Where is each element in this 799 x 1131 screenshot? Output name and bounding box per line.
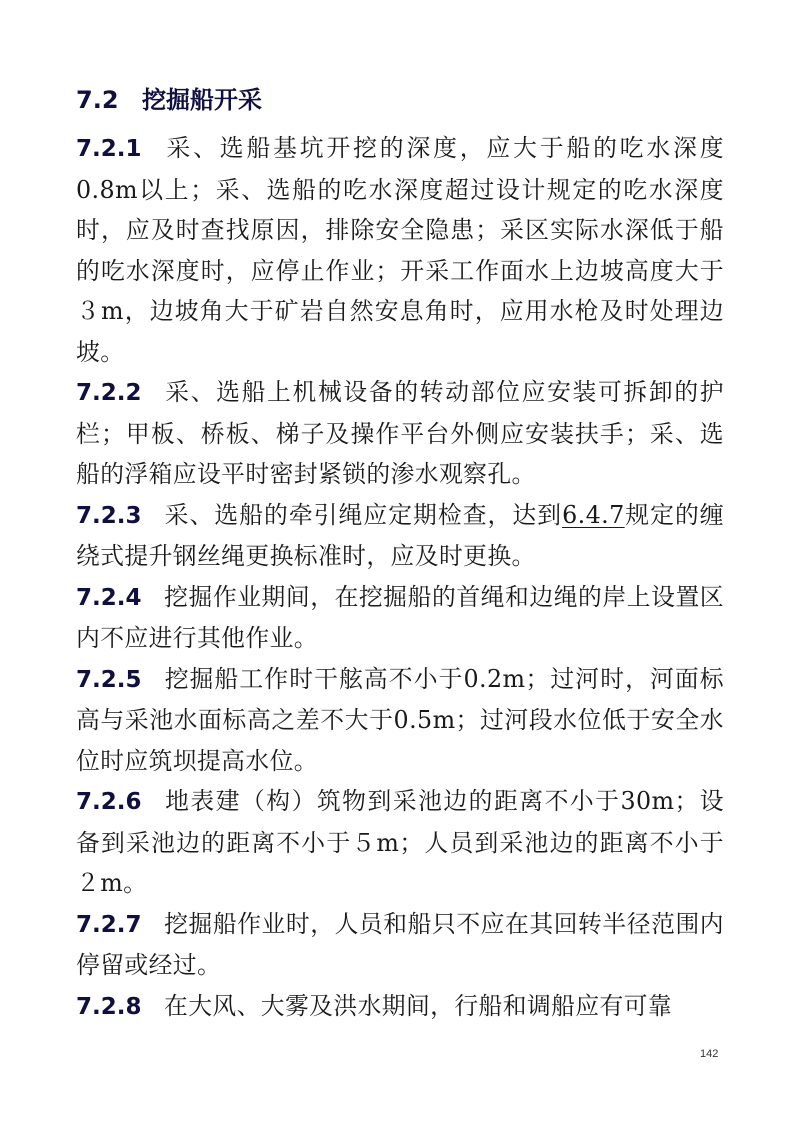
- clause-7-2-2: [76, 372, 724, 495]
- clause-text: 采、选船上机械设备的转动部位应安装可拆卸的护栏；甲板、桥板、梯子及操作平台外侧应安装扶手；采、选船的浮箱应设平时密封紧锁的渗水观察孔。: [76, 378, 724, 488]
- section-title: 挖掘船开采: [142, 86, 262, 114]
- clause-text: 挖掘作业期间，在挖掘船的首绳和边绳的岸上设置区内不应进行其他作业。: [76, 582, 724, 652]
- clause-text-after: 规定的缠绕式提升钢丝绳更换标准时，应及时更换。: [76, 500, 724, 570]
- clause-number: 7.2.2: [76, 380, 142, 406]
- clause-7-2-3: [76, 495, 724, 577]
- clause-number: 7.2.5: [76, 666, 142, 693]
- clause-7-2-6: [76, 781, 724, 904]
- clause-reference-link[interactable]: 6.4.7: [562, 500, 625, 529]
- clause-text: 地表建（构）筑物到采池边的距离不小于30m；设备到采池边的距离不小于５m；人员到采池边的距离不小于２m。: [76, 787, 724, 897]
- clause-text: 挖掘船作业时，人员和船只不应在其回转半径范围内停留或经过。: [76, 909, 724, 979]
- clause-number: 7.2.7: [76, 911, 142, 938]
- clause-text: 采、选船基坑开挖的深度，应大于船的吃水深度0.8m以上；采、选船的吃水深度超过设计规定的吃水深度时，应及时查找原因，排除安全隐患；采区实际水深低于船的吃水深度时，应停止作业；开采工作面水上边坡高度大于３m，边坡角大于矿岩自然安息角时，应用水枪及时处理边坡。: [76, 134, 724, 366]
- page-number: 142: [700, 1048, 719, 1060]
- clause-7-2-5: [76, 659, 724, 782]
- clause-text: 挖掘船工作时干舷高不小于0.2m；过河时，河面标高与采池水面标高之差不大于0.5m；过河段水位低于安全水位时应筑坝提高水位。: [76, 664, 724, 775]
- clause-7-2-7: [76, 904, 724, 986]
- clause-7-2-4: [76, 577, 724, 659]
- clause-number: 7.2.4: [76, 584, 142, 611]
- clause-number: 7.2.3: [76, 502, 142, 529]
- section-number: 7.2: [76, 86, 119, 114]
- clause-text: 在大风、大雾及洪水期间，行船和调船应有可靠: [164, 991, 673, 1020]
- clause-text-before: 采、选船的牵引绳应定期检查，达到: [164, 500, 563, 529]
- section-heading: [76, 78, 724, 122]
- clause-7-2-8: [76, 986, 724, 1028]
- document-page: [76, 78, 724, 1027]
- clause-7-2-1: [76, 128, 724, 372]
- clause-number: 7.2.1: [76, 136, 142, 162]
- clause-number: 7.2.8: [76, 993, 142, 1020]
- clause-number: 7.2.6: [76, 789, 142, 815]
